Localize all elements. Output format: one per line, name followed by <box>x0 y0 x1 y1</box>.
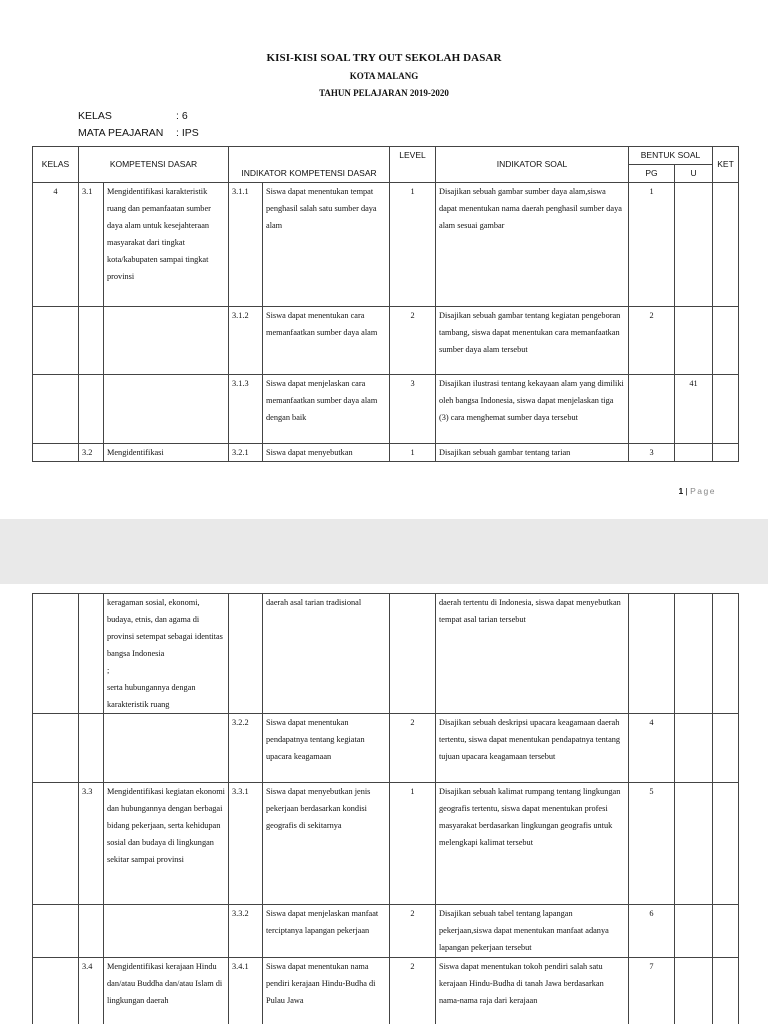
ket-cell <box>713 307 739 375</box>
pg-cell: 2 <box>629 307 675 375</box>
ikd-number-cell: 3.4.1 <box>229 958 263 1024</box>
ikd-text-cell: Siswa dapat menentukan nama pendiri kerajaan Hindu-Budha di Pulau Jawa <box>263 958 390 1024</box>
kelas-cell <box>33 375 79 444</box>
kisi-kisi-table-page-2 <box>32 593 739 1024</box>
u-cell <box>675 905 713 958</box>
kd-text-cell: Mengidentifikasi kegiatan ekonomi dan hubungannya dengan berbagai bidang pekerjaan, serta kehidupan sosial dan budaya di lingkungan sekitar sampai provinsi <box>104 783 229 905</box>
table-row <box>33 307 739 375</box>
u-cell <box>675 958 713 1024</box>
kd-text-cell <box>104 714 229 783</box>
ikd-number-cell: 3.1.3 <box>229 375 263 444</box>
level-cell: 2 <box>390 905 436 958</box>
u-cell: 41 <box>675 375 713 444</box>
u-cell <box>675 714 713 783</box>
kd-text-cell <box>104 307 229 375</box>
level-cell: 1 <box>390 183 436 307</box>
ikd-number-cell: 3.3.2 <box>229 905 263 958</box>
indikator-soal-cell: Disajikan sebuah deskripsi upacara keagamaan daerah tertentu, siswa dapat menentukan pendapatnya tentang tujuan upacara keagamaan tersebut <box>436 714 629 783</box>
ikd-number-cell: 3.1.1 <box>229 183 263 307</box>
kelas-cell <box>33 958 79 1024</box>
ikd-number-cell: 3.2.2 <box>229 714 263 783</box>
kd-number-cell <box>79 594 104 714</box>
meta-kelas-value: : 6 <box>176 110 188 122</box>
pg-cell: 6 <box>629 905 675 958</box>
ikd-number-cell: 3.3.1 <box>229 783 263 905</box>
page-number: 1 <box>678 486 684 496</box>
kelas-cell <box>33 594 79 714</box>
header-ket: KET <box>713 147 739 183</box>
kd-text-cell: Mengidentifikasi <box>104 444 229 462</box>
kd-number-cell <box>79 714 104 783</box>
header-pg: PG <box>629 165 675 183</box>
level-cell: 2 <box>390 307 436 375</box>
header-level: LEVEL <box>390 147 436 183</box>
meta-mapel-label: MATA PEAJARAN <box>78 127 164 139</box>
kelas-cell: 4 <box>33 183 79 307</box>
table-row <box>33 905 739 958</box>
document-page-2 <box>0 584 768 1024</box>
table-row <box>33 958 739 1024</box>
ikd-number-cell: 3.2.1 <box>229 444 263 462</box>
kd-number-cell <box>79 307 104 375</box>
pg-cell <box>629 375 675 444</box>
level-cell: 2 <box>390 958 436 1024</box>
table-row <box>33 783 739 905</box>
kelas-cell <box>33 714 79 783</box>
kisi-kisi-table-page-1 <box>32 146 739 462</box>
header-indikator-soal: INDIKATOR SOAL <box>436 147 629 183</box>
kd-text-cell: Mengidentifikasi karakteristik ruang dan pemanfaatan sumber daya alam untuk kesejahteraan masyarakat dari tingkat kota/kabupaten sampai tingkat provinsi <box>104 183 229 307</box>
ikd-text-cell: Siswa dapat menjelaskan manfaat terciptanya lapangan pekerjaan <box>263 905 390 958</box>
table-row <box>33 444 739 462</box>
ket-cell <box>713 905 739 958</box>
indikator-soal-cell: Disajikan sebuah tabel tentang lapangan pekerjaan,siswa dapat menentukan manfaat adanya lapangan pekerjaan tersebut <box>436 905 629 958</box>
level-cell: 3 <box>390 375 436 444</box>
document-city: KOTA MALANG <box>349 71 419 81</box>
pg-cell <box>629 594 675 714</box>
ikd-text-cell: Siswa dapat menentukan cara memanfaatkan sumber daya alam <box>263 307 390 375</box>
pg-cell: 3 <box>629 444 675 462</box>
indikator-soal-cell: Disajikan sebuah kalimat rumpang tentang lingkungan geografis tertentu, siswa dapat menentukan profesi masyarakat berdasarkan lingkungan geografis untuk melengkapi kalimat tersebut <box>436 783 629 905</box>
kelas-cell <box>33 783 79 905</box>
level-cell <box>390 594 436 714</box>
ket-cell <box>713 183 739 307</box>
meta-mapel <box>78 127 199 139</box>
table-row <box>33 183 739 307</box>
kelas-cell <box>33 444 79 462</box>
ikd-text-cell: Siswa dapat menyebutkan <box>263 444 390 462</box>
pg-cell: 5 <box>629 783 675 905</box>
indikator-soal-cell: Disajikan sebuah gambar tentang tarian <box>436 444 629 462</box>
ket-cell <box>713 714 739 783</box>
ikd-number-cell: 3.1.2 <box>229 307 263 375</box>
indikator-soal-cell: Disajikan sebuah gambar sumber daya alam,siswa dapat menentukan nama daerah penghasil sumber daya alam sesuai gambar <box>436 183 629 307</box>
kd-number-cell <box>79 905 104 958</box>
header-kompetensi-dasar: KOMPETENSI DASAR <box>79 147 229 183</box>
meta-kelas <box>78 110 188 122</box>
ket-cell <box>713 594 739 714</box>
pg-cell: 4 <box>629 714 675 783</box>
page-gap <box>0 519 768 584</box>
pg-cell: 1 <box>629 183 675 307</box>
level-cell: 1 <box>390 783 436 905</box>
ikd-text-cell: Siswa dapat menentukan pendapatnya tentang kegiatan upacara keagamaan <box>263 714 390 783</box>
level-cell: 2 <box>390 714 436 783</box>
ikd-text-cell: daerah asal tarian tradisional <box>263 594 390 714</box>
indikator-soal-cell: Siswa dapat menentukan tokoh pendiri salah satu kerajaan Hindu-Budha di tanah Jawa berdasarkan nama-nama raja dari kerajaan <box>436 958 629 1024</box>
document-year: TAHUN PELAJARAN 2019-2020 <box>319 88 449 98</box>
indikator-soal-cell: Disajikan ilustrasi tentang kekayaan alam yang dimiliki oleh bangsa Indonesia, siswa dapat menjelaskan tiga (3) cara menghemat sumber daya tersebut <box>436 375 629 444</box>
indikator-soal-cell: daerah tertentu di Indonesia, siswa dapat menyebutkan tempat asal tarian tersebut <box>436 594 629 714</box>
kd-text-cell <box>104 905 229 958</box>
header-u: U <box>675 165 713 183</box>
u-cell <box>675 307 713 375</box>
ikd-text-cell: Siswa dapat menyebutkan jenis pekerjaan berdasarkan kondisi geografis di sekitarnya <box>263 783 390 905</box>
kd-text-cell: Mengidentifikasi kerajaan Hindu dan/atau Buddha dan/atau Islam di lingkungan daerah <box>104 958 229 1024</box>
kd-number-cell <box>79 375 104 444</box>
kd-number-cell: 3.3 <box>79 783 104 905</box>
header-bentuk-soal: BENTUK SOAL <box>629 147 713 165</box>
page-label: Page <box>690 486 716 496</box>
kd-number-cell: 3.1 <box>79 183 104 307</box>
header-indikator-kompetensi-dasar: INDIKATOR KOMPETENSI DASAR <box>229 147 390 183</box>
table-row <box>33 594 739 714</box>
u-cell <box>675 183 713 307</box>
meta-kelas-label: KELAS <box>78 110 112 122</box>
u-cell <box>675 594 713 714</box>
indikator-soal-cell: Disajikan sebuah gambar tentang kegiatan pengeboran tambang, siswa dapat menentukan cara memanfaatkan sumber daya alam tersebut <box>436 307 629 375</box>
pg-cell: 7 <box>629 958 675 1024</box>
kd-text-cell: keragaman sosial, ekonomi, budaya, etnis, dan agama di provinsi setempat sebagai identitas bangsa Indonesia ; serta hubungannya dengan karakteristik ruang <box>104 594 229 714</box>
ikd-text-cell: Siswa dapat menentukan tempat penghasil salah satu sumber daya alam <box>263 183 390 307</box>
kd-number-cell: 3.4 <box>79 958 104 1024</box>
document-title: KISI-KISI SOAL TRY OUT SEKOLAH DASAR <box>266 52 502 64</box>
u-cell <box>675 783 713 905</box>
ket-cell <box>713 375 739 444</box>
level-cell: 1 <box>390 444 436 462</box>
table-header-row-1 <box>33 147 739 165</box>
page-separator: | <box>685 486 688 496</box>
table-row <box>33 375 739 444</box>
kd-number-cell: 3.2 <box>79 444 104 462</box>
kelas-cell <box>33 905 79 958</box>
kelas-cell <box>33 307 79 375</box>
page-footer <box>678 486 716 496</box>
ket-cell <box>713 958 739 1024</box>
u-cell <box>675 444 713 462</box>
kd-text-cell <box>104 375 229 444</box>
header-kelas: KELAS <box>33 147 79 183</box>
ket-cell <box>713 783 739 905</box>
ikd-text-cell: Siswa dapat menjelaskan cara memanfaatkan sumber daya alam dengan baik <box>263 375 390 444</box>
ket-cell <box>713 444 739 462</box>
table-row <box>33 714 739 783</box>
meta-mapel-value: : IPS <box>176 127 199 139</box>
ikd-number-cell <box>229 594 263 714</box>
